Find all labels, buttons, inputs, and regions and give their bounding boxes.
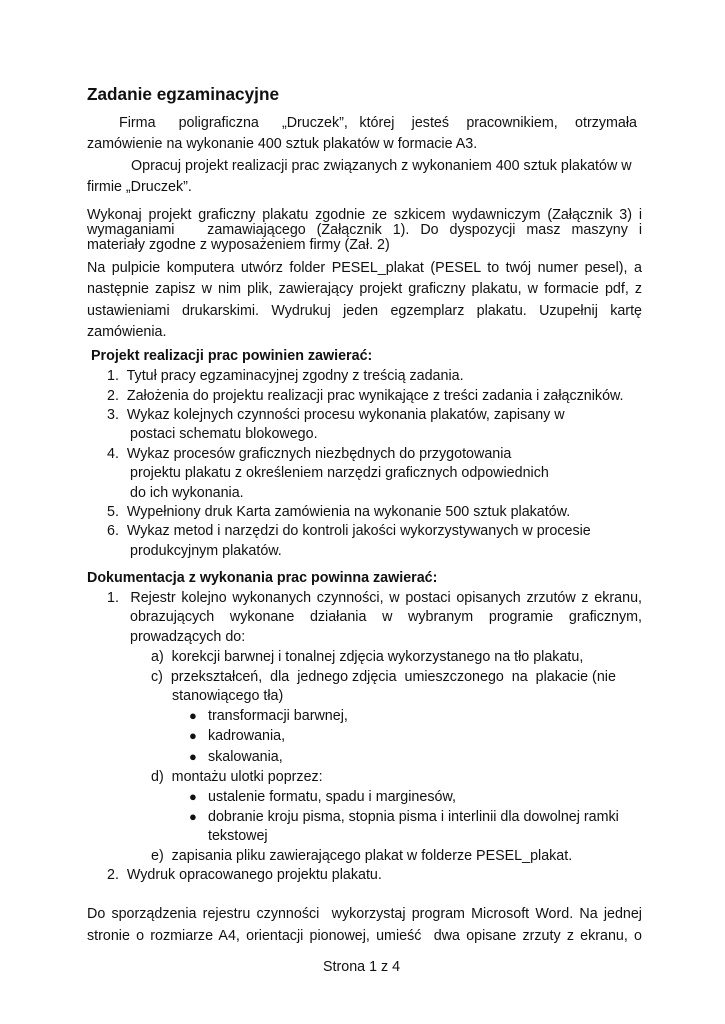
page-title: Zadanie egzaminacyjne [87, 84, 279, 104]
documentation-subitem-a: a) korekcji barwnej i tonalnej zdjęcia wykorzystanego na tło plakatu, [151, 649, 584, 665]
documentation-item-1-line-1: 1. Rejestr kolejno wykonanych czynności, w postaci opisanych zrzutów z ekranu, [107, 590, 642, 606]
project-item-5: 5. Wypełniony druk Karta zamówienia na wykonanie 500 sztuk plakatów. [107, 504, 571, 520]
project-item-4-line-1: 4. Wykaz procesów graficznych niezbędnych do przygotowania [107, 446, 512, 462]
documentation-item-2: 2. Wydruk opracowanego projektu plakatu. [107, 867, 382, 883]
bullet-kadrowania: kadrowania, [208, 728, 286, 744]
intro-paragraph-4-line-4: zamówienia. [87, 324, 167, 340]
intro-paragraph-1-line-1: Firma poligraficzna „Druczek”, której jesteś pracownikiem, otrzymała [119, 115, 637, 131]
closing-line-2: stronie o rozmiarze A4, orientacji pionowej, umieść dwa opisane zrzuty z ekranu, o [87, 928, 642, 944]
intro-paragraph-2-line-2: firmie „Druczek”. [87, 179, 192, 195]
bullet-skalowania: skalowania, [208, 749, 283, 765]
documentation-subitem-c-line-2: stanowiącego tła) [172, 688, 284, 704]
project-item-4-line-3: do ich wykonania. [130, 485, 244, 501]
bullet-icon: ● [189, 728, 197, 743]
project-item-4-line-2: projektu plakatu z określeniem narzędzi graficznych odpowiednich [130, 465, 549, 481]
documentation-subitem-c-line-1: c) przekształceń, dla jednego zdjęcia umieszczonego na plakacie (nie [151, 669, 616, 685]
intro-paragraph-4-line-2: następnie zapisz w nim plik, zawierający projekt graficzny plakatu, w formacie pdf, z [87, 281, 642, 297]
project-item-1: 1. Tytuł pracy egzaminacyjnej zgodny z treścią zadania. [107, 368, 464, 384]
project-item-2: 2. Założenia do projektu realizacji prac wynikające z treści zadania i załączników. [107, 388, 624, 404]
project-item-6-line-1: 6. Wykaz metod i narzędzi do kontroli jakości wykorzystywanych w procesie [107, 523, 591, 539]
documentation-heading: Dokumentacja z wykonania prac powinna zawierać: [87, 570, 438, 586]
intro-paragraph-1-line-2: zamówienie na wykonanie 400 sztuk plakatów w formacie A3. [87, 136, 478, 152]
project-item-3-line-1: 3. Wykaz kolejnych czynności procesu wykonania plakatów, zapisany w [107, 407, 565, 423]
documentation-item-1-line-2: obrazujących wykonane działania w wybranym programie graficznym, [130, 609, 642, 625]
intro-paragraph-2-line-1: Opracuj projekt realizacji prac związanych z wykonaniem 400 sztuk plakatów w [131, 158, 632, 174]
project-item-3-line-2: postaci schematu blokowego. [130, 426, 318, 442]
intro-paragraph-4-line-3: ustawieniami drukarskimi. Wydrukuj jeden egzemplarz plakatu. Uzupełnij kartę [87, 303, 642, 319]
closing-line-1: Do sporządzenia rejestru czynności wykorzystaj program Microsoft Word. Na jednej [87, 906, 642, 922]
bullet-icon: ● [189, 708, 197, 723]
bullet-icon: ● [189, 789, 197, 804]
bullet-icon: ● [189, 749, 197, 764]
bullet-icon: ● [189, 809, 197, 824]
project-item-6-line-2: produkcyjnym plakatów. [130, 543, 282, 559]
bullet-ustalenie-formatu: ustalenie formatu, spadu i marginesów, [208, 789, 456, 805]
bullet-dobranie-kroju-line-1: dobranie kroju pisma, stopnia pisma i interlinii dla dowolnej ramki [208, 809, 619, 825]
documentation-subitem-e: e) zapisania pliku zawierającego plakat w folderze PESEL_plakat. [151, 848, 573, 864]
page-number-footer: Strona 1 z 4 [323, 959, 401, 975]
intro-paragraph-4-line-1: Na pulpicie komputera utwórz folder PESEL_plakat (PESEL to twój numer pesel), a [87, 260, 642, 276]
intro-paragraph-3-line-3: materiały zgodne z wyposażeniem firmy (Zał. 2) [87, 237, 390, 253]
documentation-item-1-line-3: prowadzących do: [130, 629, 246, 645]
bullet-dobranie-kroju-line-2: tekstowej [208, 828, 268, 844]
bullet-transformacji-barwnej: transformacji barwnej, [208, 708, 348, 724]
intro-paragraph-3-line-2: wymaganiami zamawiającego (Załącznik 1). Do dyspozycji masz maszyny i [87, 222, 642, 238]
project-heading: Projekt realizacji prac powinien zawierać: [91, 348, 373, 364]
documentation-subitem-d: d) montażu ulotki poprzez: [151, 769, 323, 785]
intro-paragraph-3-line-1: Wykonaj projekt graficzny plakatu zgodnie ze szkicem wydawniczym (Załącznik 3) i [87, 207, 642, 223]
